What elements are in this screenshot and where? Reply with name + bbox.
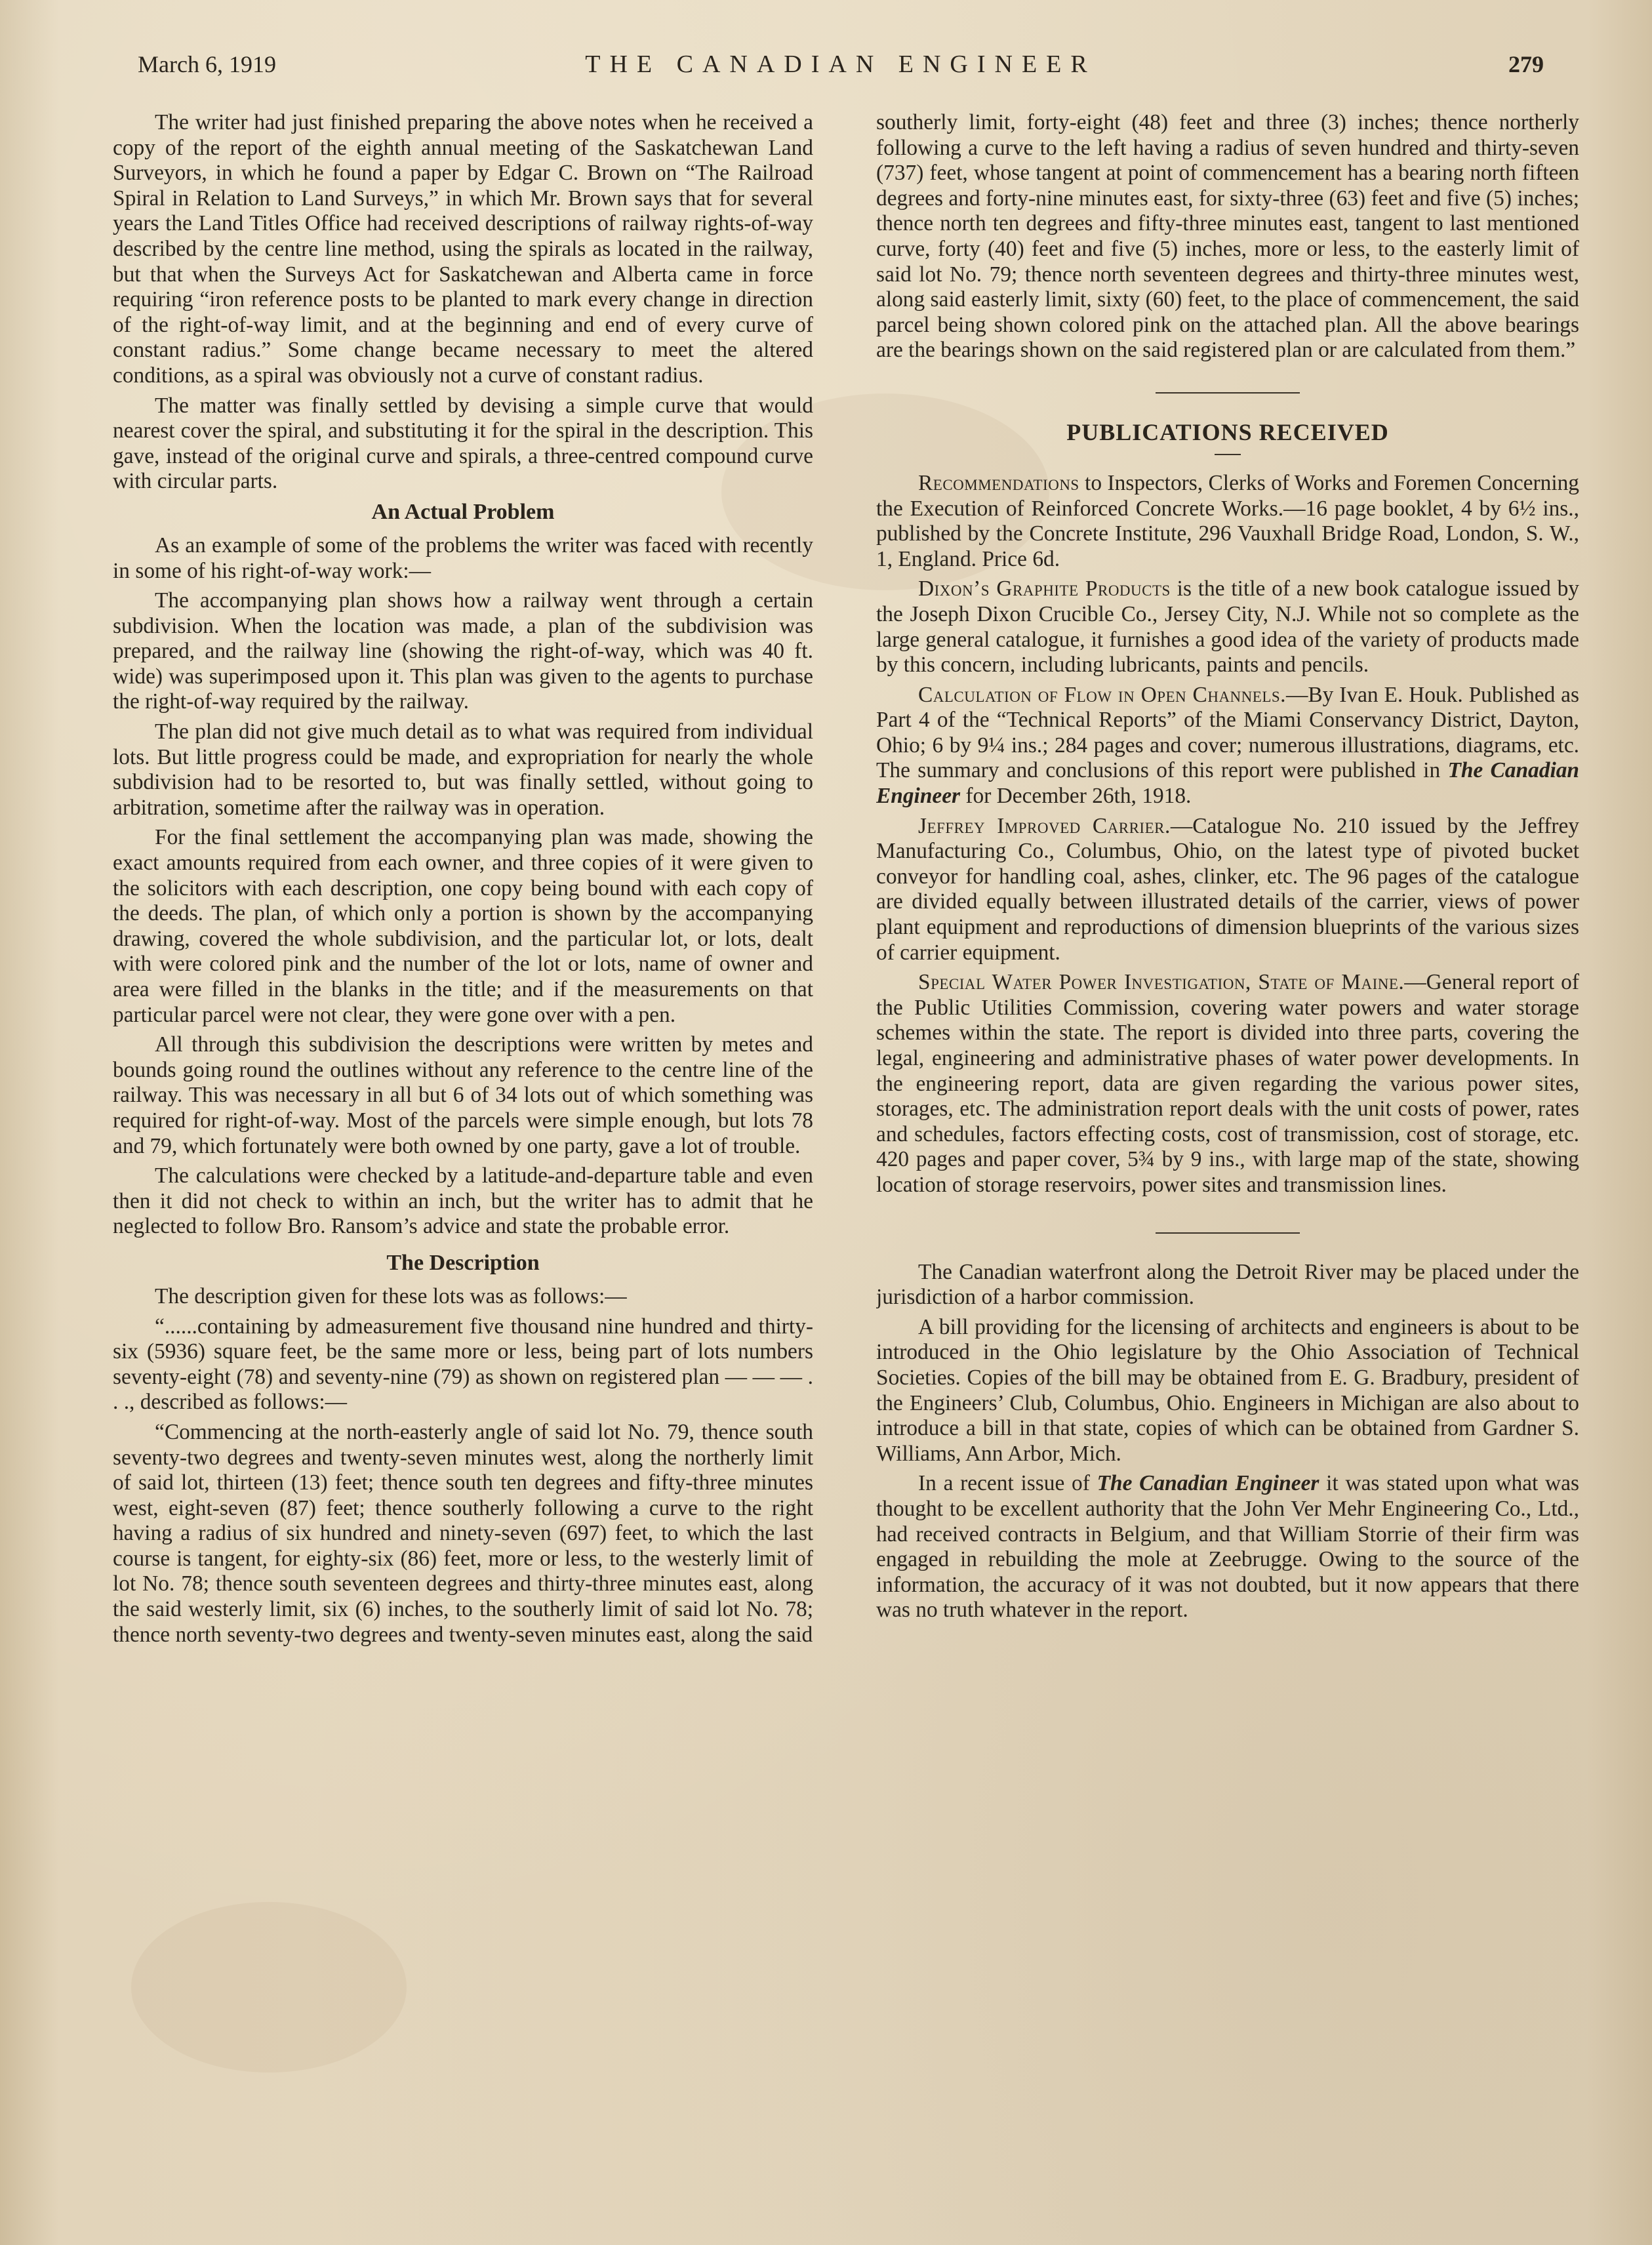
right-column (876, 110, 1579, 2176)
publication-entry (876, 576, 1579, 678)
paragraph: The writer had just finished preparing the above notes when he received a copy of the report of the eighth annual meeting of the Saskatchewan Land Surveyors, in which he found a paper by Edgar C. Brown on “The Railroad Spiral in Relation to Land Surveys,” in which Mr. Brown says that for several years the Land Titles Office had received descriptions of railway rights-of-way described by the centre line method, using the spirals as located in the railway, but that when the Surveys Act for Saskatchewan and Alberta came in force requiring “iron reference posts to be planted to mark every change in direction of the right-of-way limit, and at the beginning and end of every curve of constant radius.” Some change became necessary to meet the altered conditions, as a spiral was obviously not a curve of constant radius. (113, 110, 813, 388)
paragraph: The accompanying plan shows how a railway went through a certain subdivision. When the location was made, a plan of the subdivision was prepared, and the railway line (showing the right-of-way, which was 40 ft. wide) was superimposed upon it. This plan was given to the agents to purchase the right-of-way required by the railway. (113, 588, 813, 714)
journal-reference: The Canadian Engineer (1097, 1471, 1320, 1496)
publication-body: —By Ivan E. Houk. Published as Part 4 of the “Technical Reports” of the Miami Conservancy District, Dayton, Ohio; 6 by 9¼ ins.; 284 pages and cover; numerous illustrations, diagrams, etc. The summary and conclusions of this report were published in (876, 682, 1579, 783)
paragraph: southerly limit, forty-eight (48) feet and three (3) inches; thence northerly following a curve to the left having a radius of seven hundred and thirty-seven (737) feet, whose tangent at point of commencement has a bearing north fifteen degrees and forty-nine minutes east, for sixty-three (63) feet and five (5) inches; thence north ten degrees and fifty-three minutes east, tangent to last mentioned curve, forty (40) feet and five (5) inches, more or less, to the easterly limit of said lot No. 79; thence north seventeen degrees and thirty-three minutes west, along said easterly limit, sixty (60) feet, to the place of commencement, the said parcel being shown colored pink on the attached plan. All the above bearings are the bearings shown on the said registered plan or are calculated from them.” (876, 110, 1579, 363)
publication-title: Recommendations (918, 470, 1079, 495)
paragraph: The calculations were checked by a latitude-and-departure table and even then it did not check to within an inch, but the writer has to admit that he neglected to follow Bro. Ransom’s advice and state the probable error. (113, 1163, 813, 1239)
publication-body: to Inspectors, Clerks of Works and Foremen Concerning the Execution of Reinforced Concrete Works.—16 page booklet, 4 by 6½ ins., published by the Concrete Institute, 296 Vauxhall Bridge Road, London, S. W., 1, England. Price 6d. (876, 470, 1579, 571)
paragraph: The description given for these lots was as follows:— (155, 1284, 627, 1308)
divider-rule (1156, 392, 1300, 394)
left-column (113, 110, 813, 2176)
quoted-paragraph: “......containing by admeasurement five thousand nine hundred and thirty-six (5936) square feet, be the same more or less, being part of lots numbers seventy-eight (78) and seventy-nine (79) as shown on registered plan — — — . . ., described as follows:— (113, 1314, 813, 1415)
journal-reference: The Canadian Engineer (876, 758, 1579, 809)
publication-title: Dixon’s Graphite Products (918, 576, 1171, 601)
section-heading: An Actual Problem (371, 499, 555, 524)
publication-title: Special Water Power Investigation, State of Maine. (918, 970, 1405, 995)
quoted-paragraph: “Commencing at the north-easterly angle of said lot No. 79, thence south seventy-two degrees and twenty-seven minutes west, along the northerly limit of said lot, thirteen (13) feet; thence south ten degrees and fifty-three minutes west, eight-seven (87) feet; thence southerly following a curve to the right having a radius of six hundred and ninety-seven (697) feet, to which the last course is tangent, for eighty-six (86) feet, more or less, to the westerly limit of lot No. 78; thence south seventeen degrees and thirty-three minutes east, along the said westerly limit, six (6) inches, to the southerly limit of said lot No. 78; thence north seventy-two degrees and twenty-seven minutes east, along the said (113, 1419, 813, 1647)
paragraph: For the final settlement the accompanying plan was made, showing the exact amounts required from each owner, and three copies of it were given to the solicitors with each description, one copy being bound with each copy of the deeds. The plan, of which only a portion is shown by the accompanying drawing, covered the whole subdivision, and the particular lot, or lots, dealt with were colored pink and the number of the lot or lots, name of owner and area were filled in the blanks in the title; and if the measurements on that particular parcel were not clear, they were gone over with a pen. (113, 825, 813, 1027)
publication-title: Calculation of Flow in Open Channels. (918, 682, 1287, 707)
publication-title: Jeffrey Improved Carrier. (918, 813, 1171, 838)
publication-body: —General report of the Public Utilities Commission, covering water powers and water storage schemes within the state. The report is divided into three parts, covering the legal, engineering and administrative phases of water power developments. In the engineering report, data are given regarding the various power sites, storages, etc. The administration report deals with the unit costs of power, rates and schedules, factors effecting costs, cost of transmission, cost of storage, etc. 420 pages and paper cover, 5¾ by 9 ins., with large map of the state, showing location of storage reservoirs, power sites and transmission lines. (876, 970, 1579, 1197)
publication-entry (876, 471, 1579, 572)
publication-body: for December 26th, 1918. (960, 784, 1192, 809)
paragraph: The matter was finally settled by devising a simple curve that would nearest cover the spiral, and substituting it for the spiral in the description. This gave, instead of the original curve and spirals, a three-centred compound curve with circular parts. (113, 393, 813, 494)
publication-body: is the title of a new book catalogue issued by the Joseph Dixon Crucible Co., Jersey City, N.J. While not so complete as the large general catalogue, it furnishes a good idea of the variety of products made by this concern, including lubricants, paints and pencils. (876, 576, 1579, 678)
journal-title: THE CANADIAN ENGINEER (585, 51, 1097, 78)
news-text: it was stated upon what was thought to be excellent authority that the John Ver Mehr Engineering Co., Ltd., had received contracts in Belgium, and that William Storrie of their firm was engaged in rebuilding the mole at Zeebrugge. Owing to the source of the information, the accuracy of it was not doubted, but it now appears that there was no truth whatever in the report. (876, 1471, 1579, 1623)
paragraph: As an example of some of the problems the writer was faced with recently in some of his right-of-way work:— (113, 533, 813, 583)
page-number: 279 (1508, 51, 1544, 77)
paragraph: The plan did not give much detail as to what was required from individual lots. But little progress could be made, and expropriation for nearly the whole subdivision had to be resorted to, but was finally settled, without going to arbitration, sometime after the railway was in operation. (113, 719, 813, 820)
issue-date: March 6, 1919 (138, 51, 276, 77)
news-item: The Canadian waterfront along the Detroit River may be placed under the jurisdiction of a harbor commission. (876, 1259, 1579, 1310)
section-heading: PUBLICATIONS RECEIVED (1066, 418, 1389, 445)
publication-body: —Catalogue No. 210 issued by the Jeffrey Manufacturing Co., Columbus, Ohio, on the latest type of pivoted bucket conveyor for handling coal, ashes, clinker, etc. The 96 pages of the catalogue are divided equally between illustrated details of the carrier, views of power plant equipment and reproductions of dimension blueprints of the various sizes of carrier equipment. (876, 813, 1579, 965)
section-heading: The Description (386, 1250, 540, 1275)
paragraph: All through this subdivision the descriptions were written by metes and bounds going round the outlines without any reference to the centre line of the railway. This was necessary in all but 6 of 34 lots out of which something was required for right-of-way. Most of the parcels were simple enough, but lots 78 and 79, which fortunately were both owned by one party, gave a lot of trouble. (113, 1032, 813, 1158)
divider-rule (1156, 1232, 1300, 1234)
news-item: A bill providing for the licensing of architects and engineers is about to be introduced in the Ohio legislature by the Ohio Association of Technical Societies. Copies of the bill may be obtained from E. G. Bradbury, president of the Engineers’ Club, Columbus, Ohio. Engineers in Michigan are also about to introduce a bill in that state, copies of which can be obtained from Gardner S. Williams, Ann Arbor, Mich. (876, 1314, 1579, 1466)
publication-entry (876, 970, 1579, 1198)
publication-entry (876, 814, 1579, 966)
running-head (138, 45, 1544, 84)
divider-rule (1215, 454, 1241, 455)
news-item (876, 1471, 1579, 1623)
news-text: In a recent issue of (918, 1471, 1097, 1496)
publication-entry (876, 683, 1579, 809)
